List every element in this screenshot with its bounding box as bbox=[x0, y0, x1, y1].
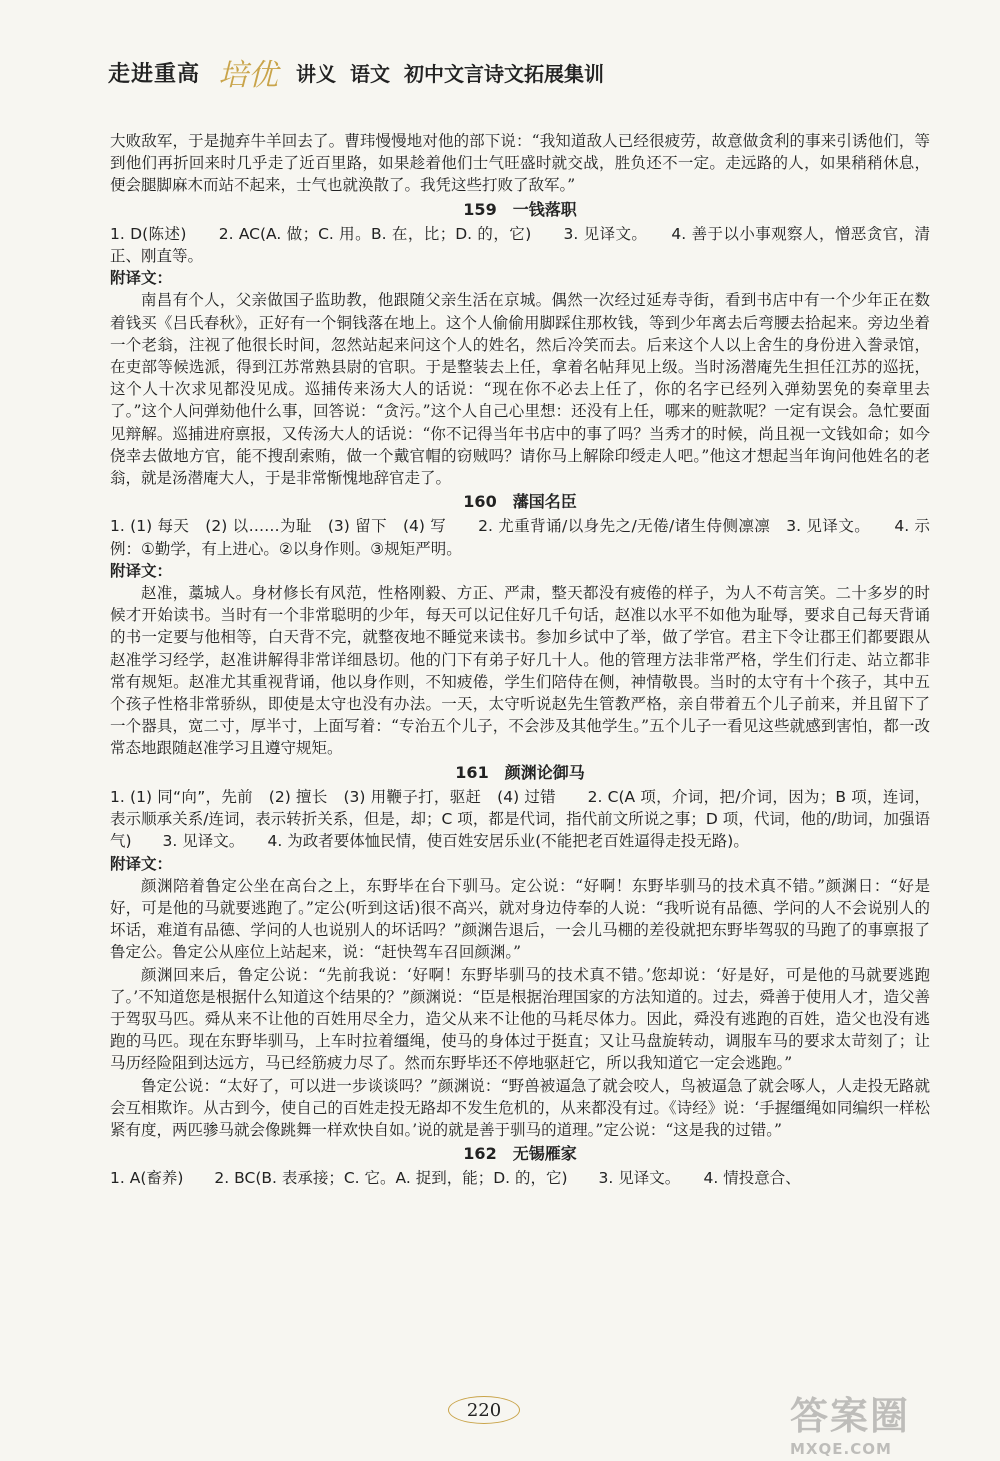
translation-label-159: 附译文： bbox=[110, 269, 173, 288]
answers-161: 1. (1) 同“向”，先前 (2) 擅长 (3) 用鞭子打，驱赶 (4) 过错 2. C(A 项，介词，把/介词，因为；B 项，连词，表示顺承关系/连词，表示转折关系，但是，却；C 项，都是代词，指代前文所说之事；D 项，代词，他的/助词，加强语气) 3. 见译文。 4. 为政者要体恤民情，使百姓安居乐业(不能把老百姓逼得走投无路)。 bbox=[110, 787, 930, 851]
watermark-url: MXQE.COM bbox=[790, 1440, 892, 1458]
header-item-book-title: 初中文言诗文拓展集训 bbox=[404, 61, 605, 86]
section-title-161: 161 颜渊论御马 bbox=[455, 762, 585, 782]
page-content bbox=[110, 130, 930, 1190]
section-title-160: 160 藩国名臣 bbox=[463, 492, 577, 512]
page-number bbox=[448, 1390, 520, 1430]
translation-159: 南昌有个人，父亲做国子监助教，他跟随父亲生活在京城。偶然一次经过延寿寺街，看到书店中有一个少年正在数着钱买《吕氏春秋》，正好有一个铜钱落在地上。这个人偷偷用脚踩住那枚钱，等到少年离去后弯腰去拾起来。旁边坐着一个老翁，注视了他很长时间，忽然站起来问这个人的姓名，然后冷笑而去。后来这个人以上舍生的身份进入誊录馆，在吏部等候选派，得到江苏常熟县尉的官职。于是整装去上任，拿着名帖拜见上级。当时汤潜庵先生担任江苏的巡抚，这个人十次求见都没见成。巡捕传来汤大人的话说：“现在你不必去上任了，你的名字已经列入弹劾罢免的奏章里去了。”这个人问弹劾他什么事，回答说：“贪污。”这个人自己心里想：还没有上任，哪来的赃款呢？一定有误会。急忙要面见辩解。巡捕进府禀报，又传汤大人的话说：“你不记得当年书店中的事了吗？当秀才的时候，尚且视一文钱如命；如今侥幸去做地方官，能不搜刮索贿，做一个戴官帽的窃贼吗？请你马上解除印绶走人吧。”他这才想起当年询问他姓名的老翁，就是汤潜庵大人，于是非常惭愧地辞官走了。 bbox=[110, 291, 930, 488]
translation-label-161: 附译文： bbox=[110, 854, 173, 873]
intro-paragraph: 大败敌军，于是抛弃牛羊回去了。曹玮慢慢地对他的部下说：“我知道敌人已经很疲劳，故意做贪利的事来引诱他们，等到他们再折回来时几乎走了近百里路，如果趁着他们士气旺盛时就交战，胜负还不一定。走远路的人，如果稍稍休息，便会腿脚麻木而站不起来，士气也就涣散了。我凭这些打败了敌军。” bbox=[110, 132, 930, 195]
page-number-text: 220 bbox=[466, 1399, 502, 1421]
series-title: 走进重高 bbox=[108, 61, 201, 87]
translation-161-para1: 颜渊陪着鲁定公坐在高台之上，东野毕在台下驯马。定公说：“好啊！东野毕驯马的技术真不错。”颜渊日：“好是好，可是他的马就要逃跑了。”定公(听到这话)很不高兴，就对身边侍奉的人说：“我听说有品德、学问的人不会说别人的坏话，难道有品德、学问的人也说别人的坏话吗？”颜渊告退后，一会儿马棚的差役就把东野毕驾驭的马跑了的事禀报了鲁定公。鲁定公从座位上站起来，说：“赶快驾车召回颜渊。” bbox=[110, 876, 930, 962]
section-title-159: 159 一钱落职 bbox=[463, 199, 577, 219]
header-item-lecture: 讲义 bbox=[296, 61, 337, 86]
translation-161-para2: 颜渊回来后，鲁定公说：“先前我说：‘好啊！东野毕驯马的技术真不错。’您却说：‘好是好，可是他的马就要逃跑了。’不知道您是根据什么知道这个结果的？”颜渊说：“臣是根据治理国家的方法知道的。过去，舜善于使用人才，造父善于驾驭马匹。舜从来不让他的百姓用尽全力，造父从来不让他的马耗尽体力。因此，舜没有逃跑的百姓，造父也没有逃跑的马匹。现在东野毕驯马，上车时拉着缰绳，使马的身体过于挺直；又让马盘旋转动，调服车马的要求太苛刻了；让马历经险阻到达远方，马已经筋疲力尽了。然而东野毕还不停地驱赶它，所以我知道它一定会逃跑。” bbox=[110, 965, 930, 1073]
answers-159: 1. D(陈述) 2. AC(A. 做；C. 用。B. 在，比；D. 的，它) 3. 见译文。 4. 善于以小事观察人，憎恶贪官，清正、刚直等。 bbox=[110, 224, 930, 266]
series-script-logo: 培优 bbox=[218, 58, 279, 93]
watermark-logo: 答案圈 bbox=[790, 1394, 911, 1438]
section-title-162: 162 无锡雁家 bbox=[463, 1144, 577, 1164]
answers-162: 1. A(畜养) 2. BC(B. 表承接；C. 它。A. 捉到，能；D. 的，它) 3. 见译文。 4. 情投意合、 bbox=[110, 1169, 801, 1188]
watermark bbox=[790, 1385, 990, 1458]
header-item-subject: 语文 bbox=[350, 61, 391, 86]
answers-160: 1. (1) 每天 (2) 以……为耻 (3) 留下 (4) 写 2. 尤重背诵/以身先之/无倦/诸生侍侧凛凛 3. 见译文。 4. 示例：①勤学，有上进心。②以身作则。③规矩严明。 bbox=[110, 517, 930, 558]
translation-161-para3: 鲁定公说：“太好了，可以进一步谈谈吗？”颜渊说：“野兽被逼急了就会咬人，鸟被逼急了就会啄人，人走投无路就会互相欺诈。从古到今，使自己的百姓走投无路却不发生危机的，从来都没有过。《诗经》说：‘手握缰绳如同编织一样松紧有度，两匹骖马就会像跳舞一样欢快自如。’说的就是善于驯马的道理。”定公说：“这是我的过错。” bbox=[110, 1076, 930, 1139]
translation-label-160: 附译文： bbox=[110, 561, 173, 580]
translation-160: 赵准，藁城人。身材修长有风范，性格刚毅、方正、严肃，整天都没有疲倦的样子，为人不苟言笑。二十多岁的时候才开始读书。当时有一个非常聪明的少年，每天可以记住好几千句话，赵准以水平不如他为耻辱，要求自己每天背诵的书一定要与他相等，白天背不完，就整夜地不睡觉来读书。参加乡试中了举，做了学官。君主下令让郡王们都要跟从赵准学习经学，赵准讲解得非常详细恳切。他的门下有弟子好几十人。他的管理方法非常严格，学生们行走、站立都非常有规矩。赵准尤其重视背诵，他以身作则，不知疲倦，学生们陪侍在侧，神情敬畏。当时的太守有十个孩子，其中五个孩子性格非常骄纵，即使是太守也没有办法。一天，太守听说赵先生管教严格，亲自带着五个儿子前来，并且留下了一个器具，宽二寸，厚半寸，上面写着：“专治五个儿子，不会涉及其他学生。”五个儿子一看见这些就感到害怕，都一改常态地跟随赵准学习且遵守规矩。 bbox=[110, 584, 930, 758]
running-header bbox=[108, 52, 908, 92]
